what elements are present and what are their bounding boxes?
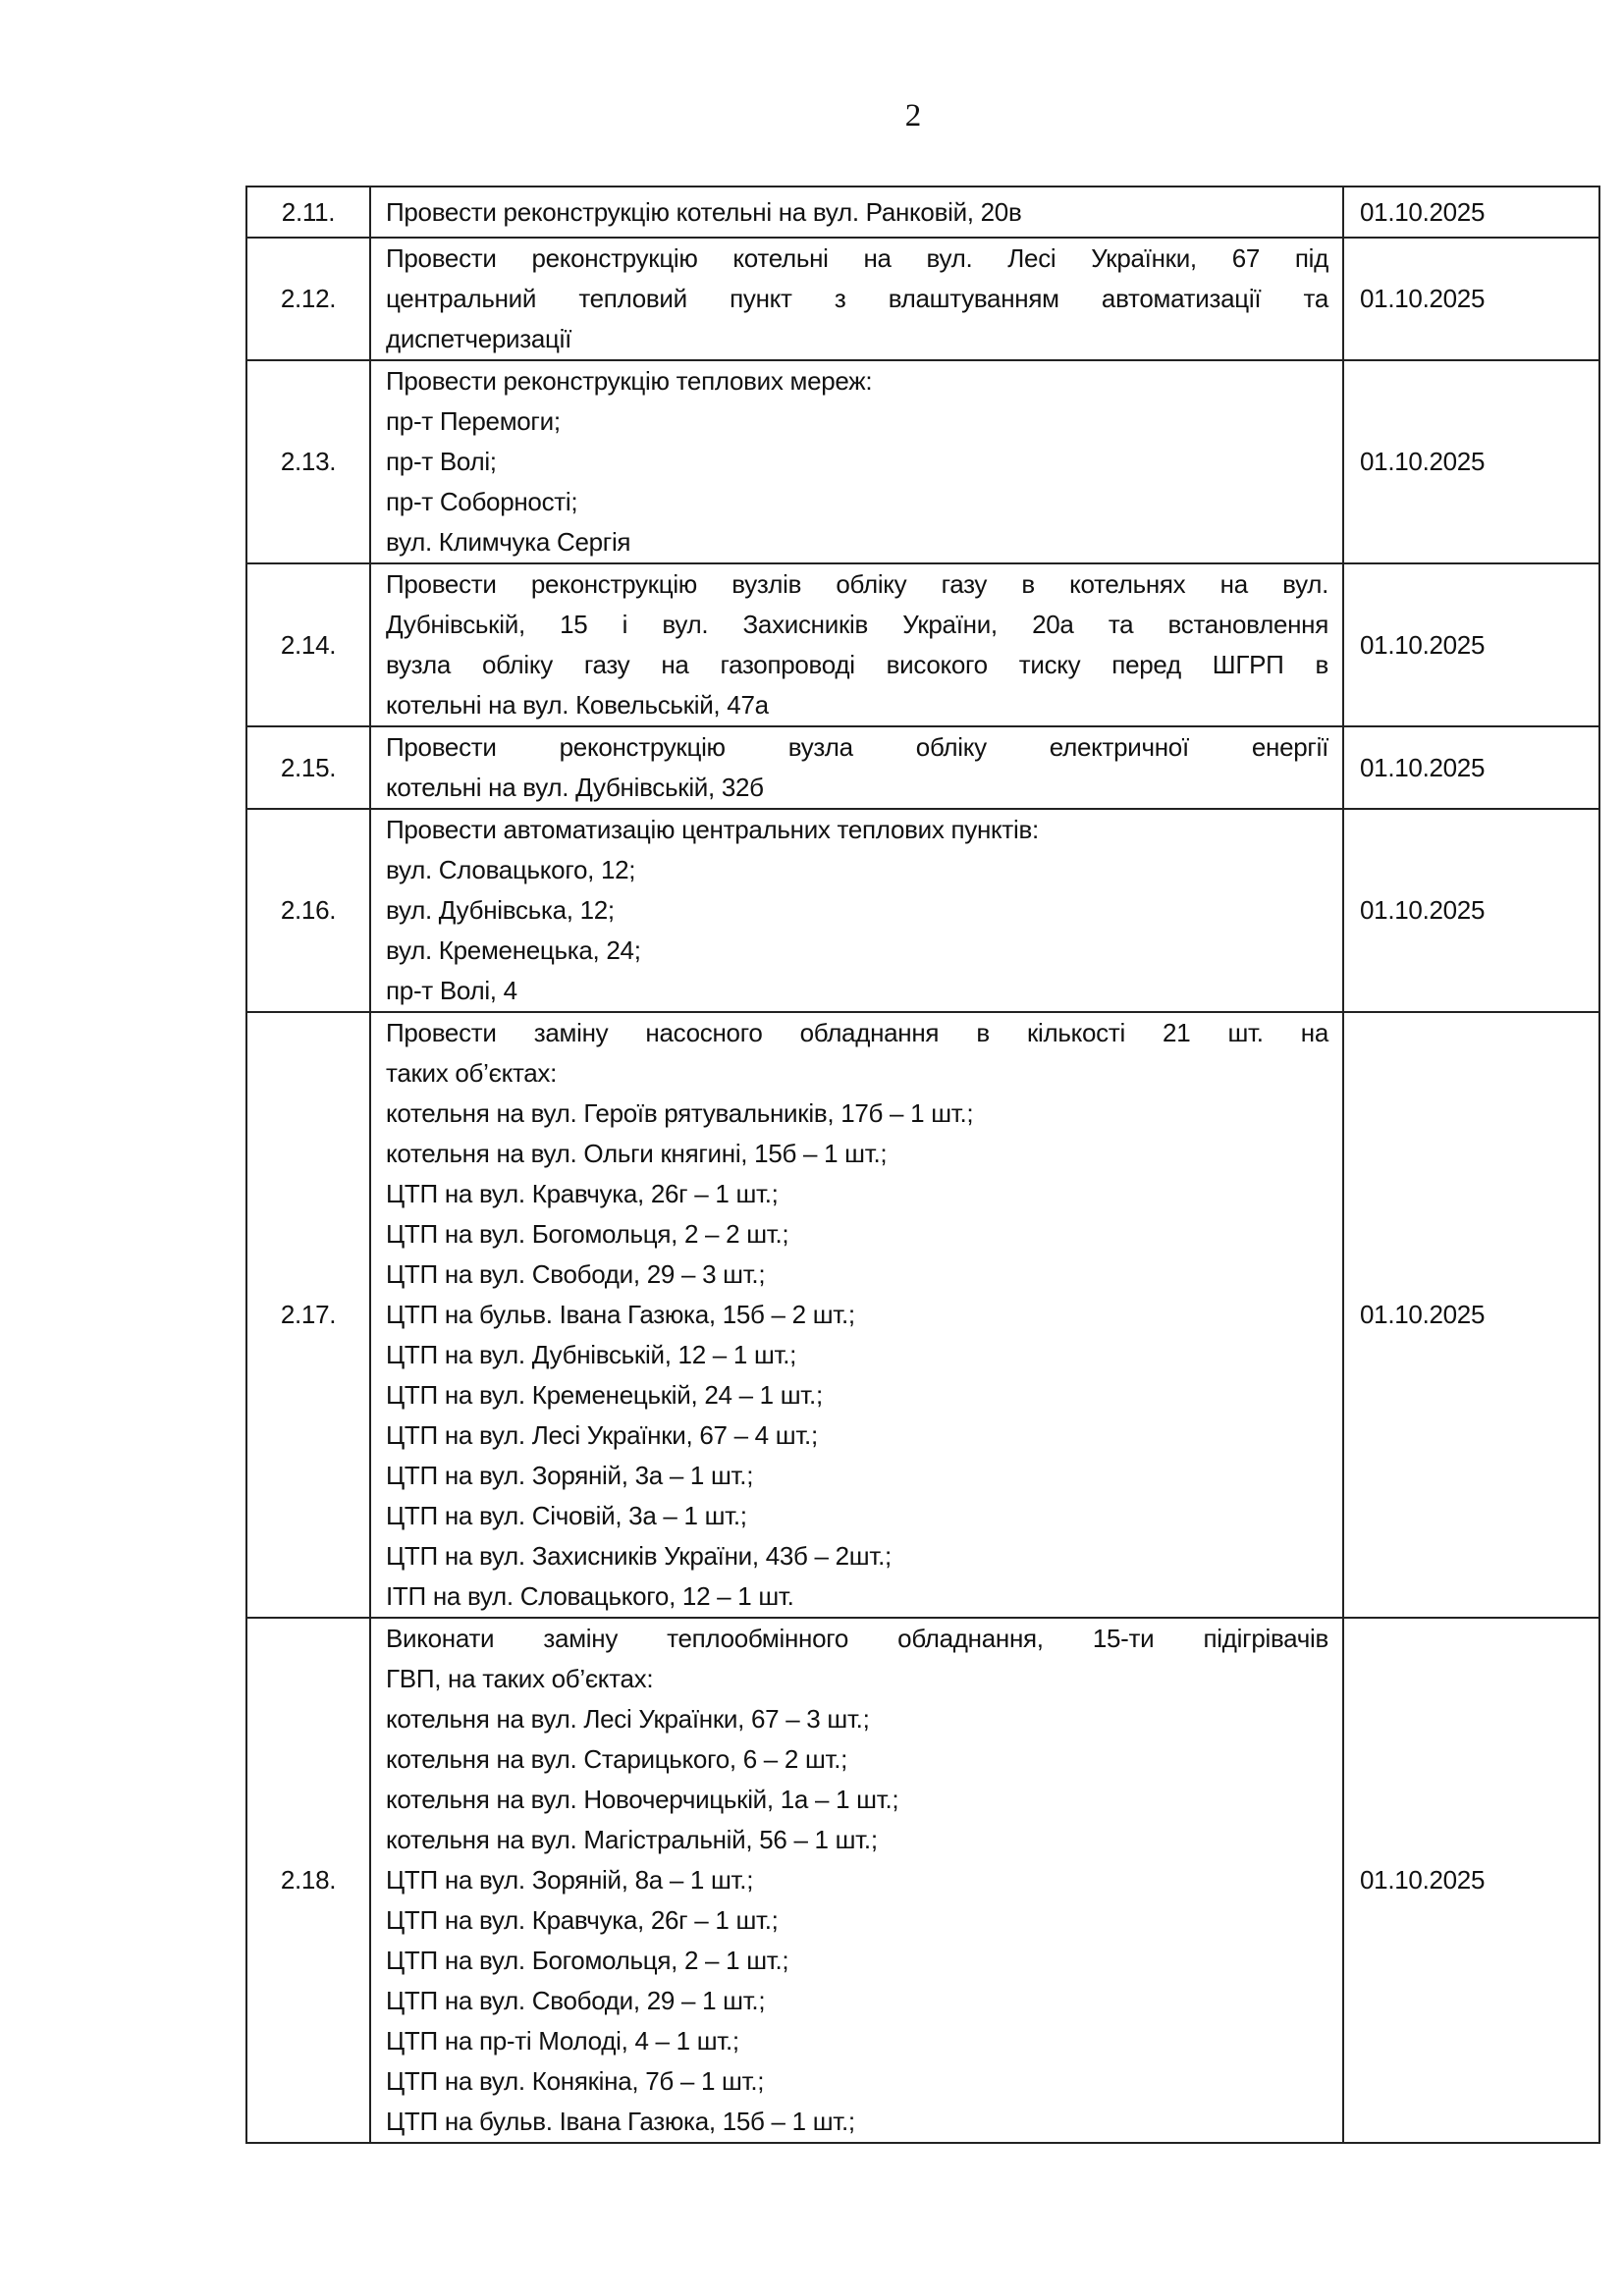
description-line: ЦТП на вул. Зоряній, 3а – 1 шт.; [386,1461,754,1490]
item-number: 2.14. [246,563,370,726]
description-line: котельня на вул. Ольги княгині, 15б – 1 шт.; [386,1139,888,1168]
measures-table [245,186,1600,2144]
description-line: пр-т Соборності; [386,487,578,516]
description-line: котельня на вул. Новочерчицькій, 1а – 1 шт.; [386,1785,899,1814]
deadline-date: 01.10.2025 [1343,1012,1599,1618]
description-line: котельня на вул. Старицького, 6 – 2 шт.; [386,1744,848,1774]
deadline-date: 01.10.2025 [1343,563,1599,726]
item-number: 2.12. [246,238,370,360]
description-line: Провести заміну насосного обладнання в кількості 21 шт. на [386,1018,1328,1047]
description-line: ЦТП на вул. Кременецькій, 24 – 1 шт.; [386,1380,823,1410]
item-description [370,726,1343,809]
description-line: Виконати заміну теплообмінного обладнання, 15-ти підігрівачів [386,1624,1328,1653]
description-line: ЦТП на бульв. Івана Газюка, 15б – 1 шт.; [386,2107,855,2136]
item-number: 2.17. [246,1012,370,1618]
deadline-date: 01.10.2025 [1343,809,1599,1012]
item-description [370,1012,1343,1618]
item-description [370,809,1343,1012]
table-row [246,809,1599,1012]
table-row [246,360,1599,563]
item-number: 2.16. [246,809,370,1012]
description-line: ЦТП на пр-ті Молоді, 4 – 1 шт.; [386,2026,739,2056]
item-description [370,187,1343,238]
description-line: ЦТП на вул. Січовій, 3а – 1 шт.; [386,1501,747,1530]
description-line: Провести реконструкцію котельні на вул. Лесі Українки, 67 під [386,243,1328,273]
description-line: котельня на вул. Лесі Українки, 67 – 3 шт.; [386,1704,870,1734]
description-line: ІТП на вул. Словацького, 12 – 1 шт. [386,1581,794,1611]
item-number: 2.13. [246,360,370,563]
deadline-date: 01.10.2025 [1343,1618,1599,2143]
description-line: диспетчеризації [386,324,572,353]
description-line: ЦТП на вул. Богомольця, 2 – 2 шт.; [386,1219,789,1249]
description-line: Провести автоматизацію центральних теплових пунктів: [386,815,1039,844]
description-line: вул. Кременецька, 24; [386,935,641,965]
deadline-date: 01.10.2025 [1343,187,1599,238]
description-line: ЦТП на вул. Свободи, 29 – 1 шт.; [386,1986,766,2015]
description-line: вул. Климчука Сергія [386,527,631,557]
description-line: ЦТП на вул. Захисників України, 43б – 2шт.; [386,1541,892,1571]
description-line: ЦТП на вул. Лесі Українки, 67 – 4 шт.; [386,1420,818,1450]
description-line: Провести реконструкцію теплових мереж: [386,366,873,396]
description-line: ЦТП на вул. Кравчука, 26г – 1 шт.; [386,1905,779,1935]
description-line: ЦТП на вул. Зоряній, 8а – 1 шт.; [386,1865,754,1895]
description-line: пр-т Перемоги; [386,406,561,436]
description-line: ЦТП на вул. Свободи, 29 – 3 шт.; [386,1259,766,1289]
page-number: 2 [904,98,922,133]
description-line: котельні на вул. Дубнівській, 32б [386,773,764,802]
description-line: ЦТП на вул. Дубнівській, 12 – 1 шт.; [386,1340,797,1369]
description-line: центральний тепловий пункт з влаштуванням автоматизації та [386,284,1328,313]
item-number: 2.15. [246,726,370,809]
description-line: вузла обліку газу на газопроводі високого тиску перед ШГРП в [386,650,1328,679]
description-line: ЦТП на вул. Конякіна, 7б – 1 шт.; [386,2066,765,2096]
table-row [246,726,1599,809]
description-line: Дубнівській, 15 і вул. Захисників України, 20а та встановлення [386,610,1328,639]
description-line: вул. Словацького, 12; [386,855,636,884]
description-line: ГВП, на таких об’єктах: [386,1664,654,1693]
table-body [246,187,1599,2143]
table-row [246,1012,1599,1618]
description-line: пр-т Волі, 4 [386,976,517,1005]
description-line: Провести реконструкцію вузлів обліку газу в котельнях на вул. [386,569,1328,599]
item-description [370,1618,1343,2143]
description-line: котельні на вул. Ковельській, 47а [386,690,769,720]
item-description [370,360,1343,563]
description-line: таких об’єктах: [386,1058,558,1088]
table-row [246,563,1599,726]
deadline-date: 01.10.2025 [1343,238,1599,360]
item-description [370,563,1343,726]
description-line: котельня на вул. Героїв рятувальників, 17б – 1 шт.; [386,1098,974,1128]
description-line: пр-т Волі; [386,447,497,476]
table-row [246,238,1599,360]
description-line: котельня на вул. Магістральній, 56 – 1 шт.; [386,1825,878,1854]
description-line: вул. Дубнівська, 12; [386,895,615,925]
description-line: ЦТП на вул. Богомольця, 2 – 1 шт.; [386,1946,789,1975]
item-number: 2.18. [246,1618,370,2143]
table-row [246,1618,1599,2143]
deadline-date: 01.10.2025 [1343,726,1599,809]
description-line: ЦТП на вул. Кравчука, 26г – 1 шт.; [386,1179,779,1208]
description-line: ЦТП на бульв. Івана Газюка, 15б – 2 шт.; [386,1300,855,1329]
table-row [246,187,1599,238]
description-line: Провести реконструкцію котельні на вул. Ранковій, 20в [386,196,1022,227]
description-line: Провести реконструкцію вузла обліку електричної енергії [386,732,1328,762]
item-description [370,238,1343,360]
item-number: 2.11. [246,187,370,238]
deadline-date: 01.10.2025 [1343,360,1599,563]
